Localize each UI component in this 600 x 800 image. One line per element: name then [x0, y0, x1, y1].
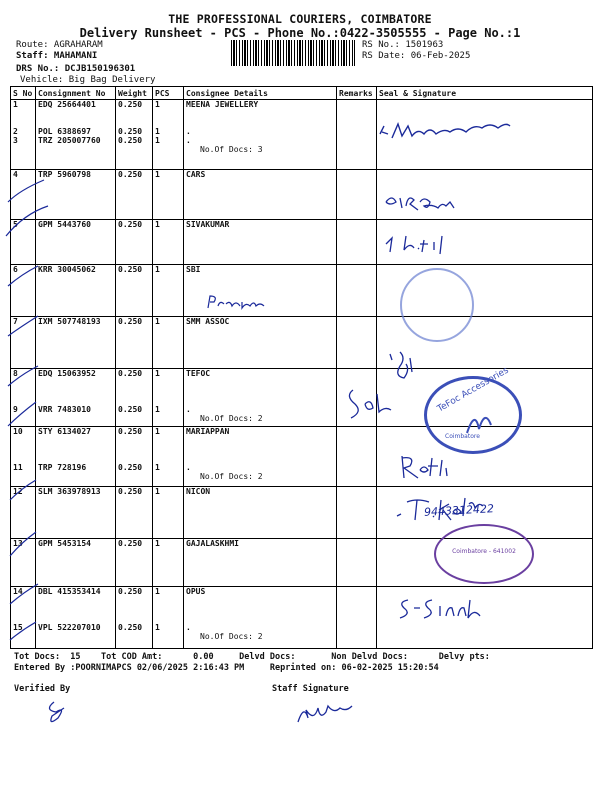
- column-header: Consignee Details: [184, 87, 337, 100]
- cell-line: 0.250: [118, 317, 143, 326]
- column-header: Seal & Signature: [377, 87, 593, 100]
- table-cell: [153, 427, 184, 487]
- table-row: [11, 265, 593, 317]
- table-cell: [153, 265, 184, 317]
- cell-line: [186, 605, 334, 614]
- column-header: Weight: [116, 87, 153, 100]
- verified-by-label: Verified By: [14, 684, 71, 694]
- table-cell: [184, 587, 337, 649]
- table-cell: [337, 220, 377, 265]
- cell-line: 1: [155, 127, 160, 136]
- table-cell: [184, 427, 337, 487]
- cell-line: 0.250: [118, 427, 143, 436]
- cell-line: [118, 118, 150, 127]
- table-cell: [337, 487, 377, 539]
- round-stamp-sbi: [400, 268, 474, 342]
- column-header: PCS: [153, 87, 184, 100]
- cell-line: [186, 614, 334, 623]
- cell-line: 0.250: [118, 220, 143, 229]
- verified-signature: [38, 698, 78, 732]
- cell-line: 1: [155, 539, 160, 548]
- cell-line: GPM 5453154: [38, 539, 91, 548]
- handwritten-premkumar: [206, 294, 266, 316]
- tefoc-stamp-text: TeFoc Accessories: [435, 365, 511, 415]
- runsheet-subtitle: Delivery Runsheet - PCS - Phone No.:0422-3505555 - Page No.:1: [79, 26, 521, 40]
- cell-line: VRR 7483010: [38, 405, 91, 414]
- tick-marks: [0, 0, 60, 680]
- cell-line: [186, 387, 334, 396]
- totals-line: Tot Docs: 15 Tot COD Amt: 0.00 Delvd Docs: Non Delvd Docs: Delvy pts:: [14, 652, 490, 662]
- signature-row14: [396, 594, 506, 628]
- signature-row8: [345, 384, 405, 428]
- table-cell: [184, 220, 337, 265]
- docs-count: No.Of Docs: 2: [200, 414, 263, 423]
- cell-line: [118, 605, 150, 614]
- vehicle-label: Vehicle: Big Bag Delivery: [20, 75, 156, 85]
- cell-line: 1: [155, 265, 160, 274]
- drs-number: DRS No.: DCJB150196301: [16, 64, 136, 74]
- cell-line: .: [186, 405, 191, 414]
- table-cell: [116, 265, 153, 317]
- handwritten-phone: 9443312422: [423, 502, 495, 519]
- table-cell: [153, 220, 184, 265]
- cell-line: 0.250: [118, 265, 143, 274]
- table-cell: [337, 539, 377, 587]
- docs-count: No.Of Docs: 3: [200, 145, 263, 154]
- cell-line: TRP 5960798: [38, 170, 91, 179]
- cell-line: [155, 118, 181, 127]
- cell-line: 1: [155, 427, 160, 436]
- cell-line: 3: [13, 136, 18, 145]
- cell-line: TRZ 205007760: [38, 136, 101, 145]
- cell-line: 0.250: [118, 405, 143, 414]
- cell-line: 1: [155, 405, 160, 414]
- cell-line: [155, 387, 181, 396]
- table-cell: [184, 487, 337, 539]
- cell-line: 1: [155, 170, 160, 179]
- cell-line: CARS: [186, 170, 206, 179]
- table-cell: [116, 487, 153, 539]
- cell-line: 0.250: [118, 100, 143, 109]
- cell-line: 1: [155, 463, 160, 472]
- cell-line: [155, 436, 181, 445]
- table-cell: [153, 317, 184, 369]
- signature-row7: [386, 350, 426, 386]
- cell-line: STY 6134027: [38, 427, 91, 436]
- cell-line: 0.250: [118, 369, 143, 378]
- cell-line: 0.250: [118, 587, 143, 596]
- tefoc-stamp-city: Coimbatore: [445, 433, 480, 440]
- cell-line: [118, 387, 150, 396]
- signature-row10: [400, 452, 460, 486]
- cell-line: [155, 109, 181, 118]
- cell-line: OPUS: [186, 587, 206, 596]
- cell-line: 15: [13, 623, 23, 632]
- table-cell: [184, 317, 337, 369]
- cell-line: .: [186, 463, 191, 472]
- cell-line: POL 6388697: [38, 127, 91, 136]
- cell-line: 1: [155, 587, 160, 596]
- cell-line: GPM 5443760: [38, 220, 91, 229]
- table-cell: [337, 100, 377, 170]
- cell-line: 1: [13, 100, 18, 109]
- rs-number: RS No.: 1501963: [362, 40, 444, 50]
- cell-line: [118, 436, 150, 445]
- purple-round-stamp: [434, 524, 534, 584]
- table-cell: [184, 539, 337, 587]
- cell-line: [186, 454, 334, 463]
- cell-line: MEENA JEWELLERY: [186, 100, 259, 109]
- purple-stamp-text: Coimbatore - 641002: [452, 548, 516, 555]
- cell-line: 0.250: [118, 487, 143, 496]
- tefoc-stamp: [424, 365, 522, 454]
- cell-line: 11: [13, 463, 23, 472]
- cell-line: [186, 596, 334, 605]
- barcode: [231, 40, 355, 66]
- cell-line: .: [186, 127, 191, 136]
- cell-line: [186, 436, 334, 445]
- docs-count: No.Of Docs: 2: [200, 472, 263, 481]
- cell-line: 0.250: [118, 463, 143, 472]
- staff-signature-label: Staff Signature: [272, 684, 349, 694]
- cell-line: 9: [13, 405, 18, 414]
- cell-line: EDQ 15063952: [38, 369, 96, 378]
- table-row: [11, 170, 593, 220]
- table-row: [11, 317, 593, 369]
- table-cell: [337, 265, 377, 317]
- entered-by-line: Entered By :POORNIMAPCS 02/06/2025 2:16:43 PM Reprinted on: 06-02-2025 15:20:54: [14, 663, 439, 673]
- cell-line: 1: [155, 369, 160, 378]
- cell-line: 1: [155, 100, 160, 109]
- staff-signature: [294, 698, 364, 732]
- cell-line: 0.250: [118, 623, 143, 632]
- cell-line: [155, 605, 181, 614]
- cell-line: [155, 396, 181, 405]
- cell-line: TRP 728196: [38, 463, 87, 472]
- cell-line: [118, 109, 150, 118]
- cell-line: 10: [13, 427, 23, 436]
- cell-line: 0.250: [118, 127, 143, 136]
- cell-line: [118, 596, 150, 605]
- cell-line: SLM 363978913: [38, 487, 101, 496]
- cell-line: IXM 507748193: [38, 317, 101, 326]
- cell-line: .: [186, 623, 191, 632]
- cell-line: 13: [13, 539, 23, 548]
- table-cell: [184, 170, 337, 220]
- route-label: Route: AGRAHARAM: [16, 40, 103, 50]
- cell-line: VPL 522207010: [38, 623, 101, 632]
- cell-line: 2: [13, 127, 18, 136]
- cell-line: SBI: [186, 265, 201, 274]
- table-cell: [184, 100, 337, 170]
- cell-line: SIVAKUMAR: [186, 220, 230, 229]
- table-cell: [116, 170, 153, 220]
- cell-line: 0.250: [118, 539, 143, 548]
- cell-line: [155, 596, 181, 605]
- docs-count: No.Of Docs: 2: [200, 632, 263, 641]
- table-cell: [153, 369, 184, 427]
- runsheet-title: THE PROFESSIONAL COURIERS, COIMBATORE: [168, 12, 432, 26]
- cell-line: TEFOC: [186, 369, 211, 378]
- cell-line: [155, 445, 181, 454]
- table-cell: [337, 427, 377, 487]
- cell-line: [155, 614, 181, 623]
- column-header: Consignment No: [36, 87, 116, 100]
- cell-line: [186, 445, 334, 454]
- cell-line: [186, 396, 334, 405]
- cell-line: 1: [155, 623, 160, 632]
- cell-line: 12: [13, 487, 23, 496]
- cell-line: [186, 118, 334, 127]
- cell-line: 1: [155, 317, 160, 326]
- table-cell: [153, 170, 184, 220]
- table-header-row: [11, 87, 593, 100]
- cell-line: [186, 378, 334, 387]
- cell-line: KRR 30045062: [38, 265, 96, 274]
- signature-row1: [378, 118, 528, 152]
- cell-line: NICON: [186, 487, 211, 496]
- cell-line: 0.250: [118, 170, 143, 179]
- cell-line: 6: [13, 265, 18, 274]
- table-cell: [116, 369, 153, 427]
- cell-line: 0.250: [118, 136, 143, 145]
- table-cell: [116, 220, 153, 265]
- table-cell: [337, 587, 377, 649]
- table-cell: [337, 170, 377, 220]
- table-cell: [153, 587, 184, 649]
- table-cell: [116, 100, 153, 170]
- cell-line: [118, 445, 150, 454]
- cell-line: [155, 378, 181, 387]
- cell-line: [118, 396, 150, 405]
- cell-line: SMM ASSOC: [186, 317, 230, 326]
- cell-line: 1: [155, 220, 160, 229]
- signature-row5: [384, 232, 464, 260]
- table-cell: [184, 369, 337, 427]
- cell-line: 5: [13, 220, 18, 229]
- table-cell: [116, 427, 153, 487]
- table-cell: [153, 487, 184, 539]
- cell-line: 8: [13, 369, 18, 378]
- cell-line: MARIAPPAN: [186, 427, 230, 436]
- cell-line: 1: [155, 136, 160, 145]
- cell-line: [155, 454, 181, 463]
- table-row: [11, 220, 593, 265]
- table-cell: [116, 317, 153, 369]
- table-cell: [153, 539, 184, 587]
- cell-line: [186, 109, 334, 118]
- cell-line: 7: [13, 317, 18, 326]
- table-cell: [116, 587, 153, 649]
- table-cell: [116, 539, 153, 587]
- cell-line: [118, 378, 150, 387]
- staff-label: Staff: MAHAMANI: [16, 51, 98, 61]
- cell-line: 14: [13, 587, 23, 596]
- table-cell: [337, 317, 377, 369]
- cell-line: 4: [13, 170, 18, 179]
- column-header: Remarks: [337, 87, 377, 100]
- column-header: S No: [11, 87, 36, 100]
- cell-line: DBL 415353414: [38, 587, 101, 596]
- signature-row4: [384, 192, 464, 220]
- cell-line: .: [186, 136, 191, 145]
- table-cell: [153, 100, 184, 170]
- cell-line: EDQ 25664401: [38, 100, 96, 109]
- rs-date: RS Date: 06-Feb-2025: [362, 51, 471, 61]
- cell-line: 1: [155, 487, 160, 496]
- cell-line: [118, 454, 150, 463]
- cell-line: [118, 614, 150, 623]
- cell-line: GAJALASKHMI: [186, 539, 239, 548]
